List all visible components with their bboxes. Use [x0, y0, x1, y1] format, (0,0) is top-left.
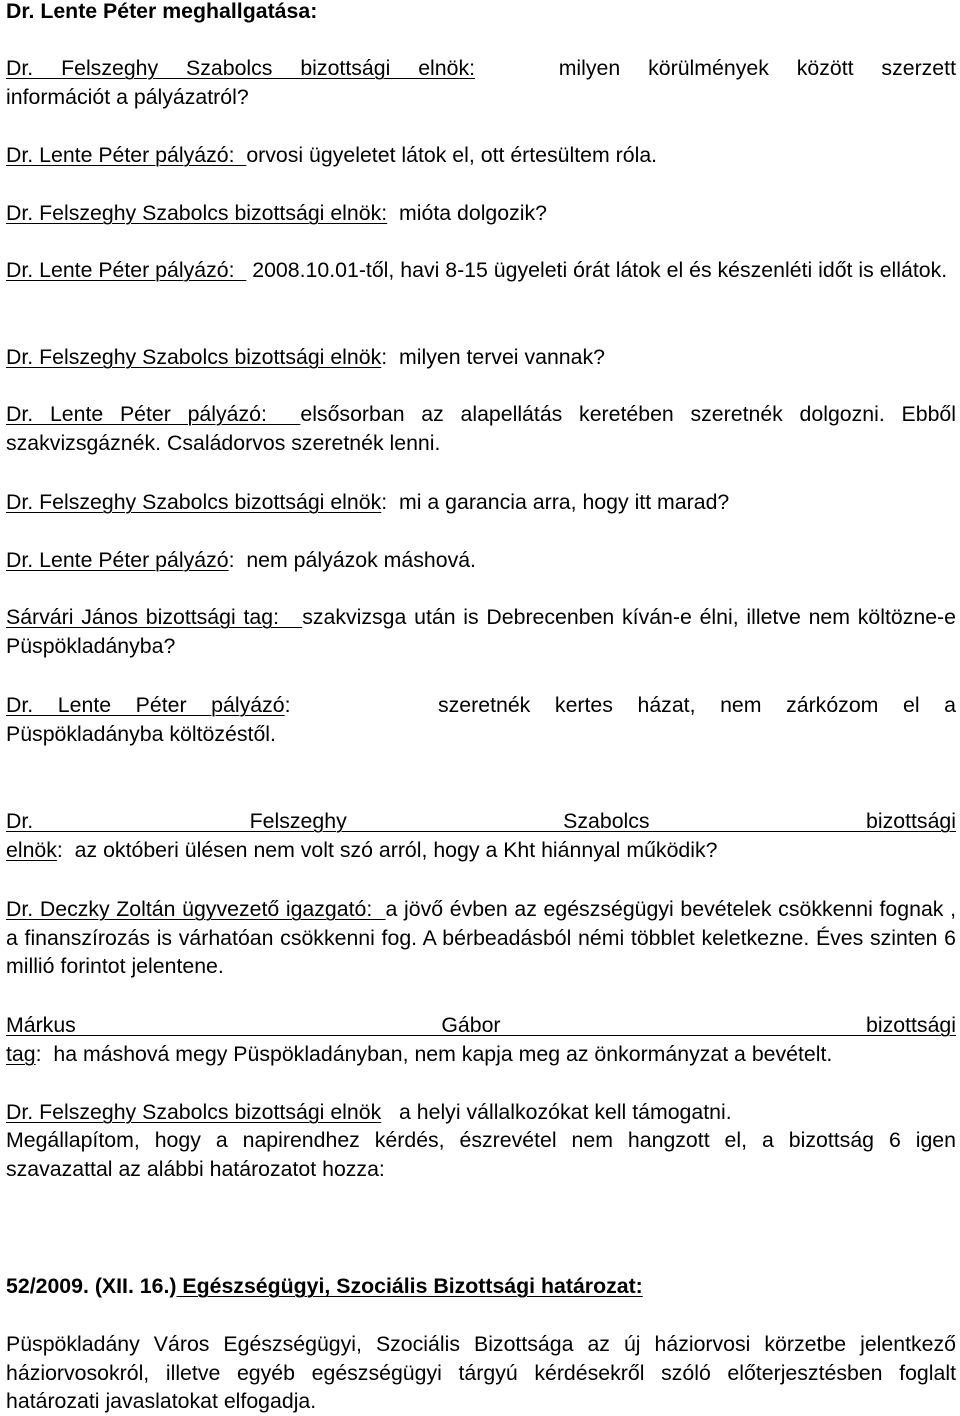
resolution-number: 52/2009. (XII. 16.)	[6, 1274, 177, 1298]
entry-1-line-2: információt a pályázatról?	[6, 84, 249, 109]
speaker-label: Dr. Felszeghy Szabolcs bizottsági elnök	[6, 809, 956, 862]
resolution-heading	[6, 1272, 956, 1301]
speaker-label: Dr. Lente Péter pályázó:	[6, 143, 247, 167]
entry-text: milyen körülmények között szerzett	[558, 56, 956, 80]
speaker-label: Dr. Felszeghy Szabolcs bizottsági elnök	[6, 345, 382, 369]
speaker-label: Dr. Felszeghy Szabolcs bizottsági elnök	[6, 490, 382, 514]
resolution-body: Püspökladány Város Egészségügyi, Szociális Bizottsága az új háziorvosi körzetbe jelentkező háziorvosokról, illetve egyéb egészségügyi tárgyú kérdésekről szóló előterjesztésben foglalt határozati javaslatokat elfogadja.	[6, 1332, 956, 1413]
entry-14	[6, 1098, 956, 1127]
entry-text: orvosi ügyeletet látok el, ott értesültem róla.	[246, 143, 658, 167]
entry-10-line-1: Dr. Lente Péter pályázó: szeretnék kertes házat, nem zárkózom el a	[6, 693, 956, 717]
entry-text: : milyen tervei vannak?	[381, 345, 605, 369]
entry-1	[6, 54, 956, 111]
entry-text: : ha máshová megy Püspökladányban, nem kapja meg az önkormányzat a bevételt.	[35, 1041, 833, 1066]
entry-text: szakvizsga után is Debrecenben kíván-e élni, illetve nem költözne-e Püspökladányba?	[6, 605, 956, 658]
speaker-label: Dr. Lente Péter pályázó	[6, 693, 285, 717]
entry-2	[6, 141, 956, 170]
entry-1-line-1	[6, 54, 956, 83]
entry-text: szeretnék kertes házat, nem zárkózom el a	[438, 693, 956, 717]
entry-9	[6, 603, 956, 660]
speaker-label: Márkus Gábor bizottsági tag	[6, 1013, 956, 1066]
entry-text: : az októberi ülésen nem volt szó arról, hogy a Kht hiánnyal működik?	[56, 837, 718, 862]
speaker-label: Dr. Lente Péter pályázó	[6, 548, 229, 572]
entry-7	[6, 488, 956, 517]
entry-6	[6, 400, 956, 457]
entry-8	[6, 546, 956, 575]
entry-text: a helyi vállalkozókat kell támogatni.	[381, 1100, 732, 1124]
entry-4	[6, 256, 956, 285]
entry-text: elsősorban az alapellátás keretében szeretnék dolgozni. Ebből szakvizsgáznék. Családorvos szeretnék lenni.	[6, 402, 956, 455]
speaker-label: Sárvári János bizottsági tag:	[6, 605, 303, 629]
entry-12	[6, 895, 956, 981]
entry-10-line-2: Püspökladányba költözéstől.	[6, 721, 276, 746]
resolution-title: Egészségügyi, Szociális Bizottsági határozat:	[176, 1274, 643, 1298]
entry-text: : nem pályázok máshová.	[228, 548, 476, 572]
entry-13	[6, 1011, 956, 1068]
entry-text: : mi a garancia arra, hogy itt marad?	[381, 490, 730, 514]
hearing-heading: Dr. Lente Péter meghallgatása:	[6, 0, 318, 23]
entry-5	[6, 343, 956, 372]
speaker-label: Dr. Lente Péter pályázó:	[6, 402, 301, 426]
entry-10	[6, 691, 956, 748]
speaker-label: Dr. Felszeghy Szabolcs bizottsági elnök:	[6, 56, 476, 80]
entry-text: 2008.10.01-től, havi 8-15 ügyeleti órát látok el és készenléti időt is ellátok.	[246, 258, 948, 282]
entry-text: a jövő évben az egészségügyi bevételek csökkenni fognak , a finanszírozás is várhatóan csökkenni fog. A bérbeadásból némi többlet keletkezne. Éves szinten 6 millió forintot jelentene.	[6, 897, 957, 978]
speaker-label: Dr. Felszeghy Szabolcs bizottsági elnök	[6, 1100, 382, 1124]
speaker-label: Dr. Felszeghy Szabolcs bizottsági elnök:	[6, 201, 388, 225]
entry-text: mióta dolgozik?	[387, 201, 547, 225]
closing-statement: Megállapítom, hogy a napirendhez kérdés, észrevétel nem hangzott el, a bizottság 6 igen szavazattal az alábbi határozatot hozza:	[6, 1128, 956, 1181]
speaker-label: Dr. Deczky Zoltán ügyvezető igazgató:	[6, 897, 386, 921]
speaker-label: Dr. Lente Péter pályázó:	[6, 258, 247, 282]
entry-11	[6, 807, 956, 864]
entry-3	[6, 199, 956, 228]
